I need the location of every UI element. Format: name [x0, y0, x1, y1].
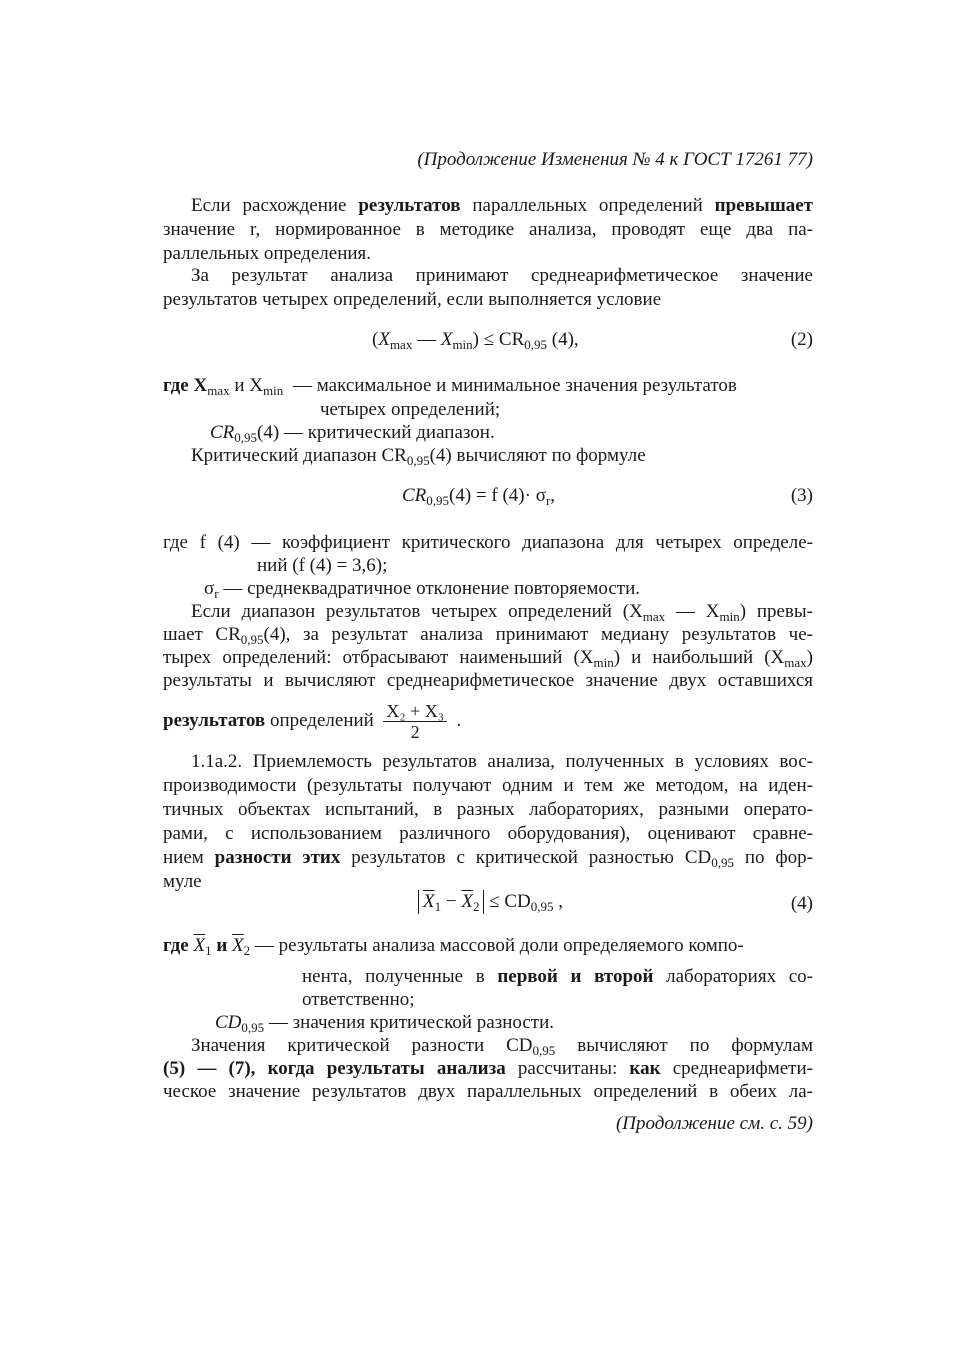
paragraph-line: (5) — (7), когда результаты анализа рассчитаны: как среднеарифмети-: [163, 1058, 813, 1079]
paragraph-line: шает $CR_{0,95}(4)$, за результат анализа принимают медиану результатов че-: [163, 624, 813, 647]
paragraph-line: результатов определений $\frac{\text{X₂ + X₃}}{2}$ .: [163, 701, 462, 743]
equation-number: (2): [790, 329, 813, 350]
paragraph-line: За результат анализа принимают среднеарифметическое значение: [191, 265, 813, 286]
paragraph-line: производимости (результаты получают одним и тем же методом, на иден-: [163, 775, 813, 796]
paragraph-line: муле: [163, 871, 202, 892]
paragraph-line: ческое значение результатов двух параллельных определений в обеих ла-: [163, 1081, 813, 1102]
definition-line: где f (4) — коэффициент критического диапазона для четырех определе-: [163, 532, 813, 553]
paragraph-line: Если расхождение результатов параллельных определений превышает: [191, 195, 814, 216]
definition-line: ответственно;: [302, 989, 415, 1010]
paragraph-line: нием разности этих результатов с критической разностью $CD_{0,95}$ по фор-: [163, 847, 814, 870]
page-header: (Продолжение Изменения № 4 к ГОСТ 17261 77): [417, 149, 813, 170]
equation-3: $CR_{0,95}(4) = f$ $(4)\cdot \sigma_r$,: [402, 485, 556, 508]
page-footer: (Продолжение см. с. 59): [615, 1113, 813, 1134]
paragraph-line: 1.1а.2. Приемлемость результатов анализа, полученных в условиях вос-: [191, 751, 813, 772]
equation-number: (4): [790, 893, 813, 914]
equation-2: ($X_{max}$ — $X_{min}) \le CR_{0,95}$ (4),: [372, 329, 579, 352]
definition-line: где $\overline{X}_1$ и $\overline{X}_2$ — результаты анализа массовой доли определяемого компо-: [163, 935, 744, 958]
paragraph-line: Значения критической разности $CD_{0,95}$ вычисляют по формулам: [191, 1035, 813, 1058]
paragraph-line: Критический диапазон $CR_{0,95}(4)$ вычисляют по формуле: [191, 445, 646, 468]
definition-line: $\sigma_r$ — среднеквадратичное отклонение повторяемости.: [204, 578, 641, 601]
paragraph-line: раллельных определения.: [163, 243, 372, 264]
fraction: $\frac{\text{X₂ + X₃}}{2}$: [383, 701, 447, 742]
definition-line: где $X_{max}$ и $X_{min}$ — максимальное и минимальное значения результатов: [163, 375, 737, 398]
definition-line: $CR_{0,95}(4)$ — критический диапазон.: [210, 422, 495, 445]
paragraph-line: результаты и вычисляют среднеарифметическое значение двух оставшихся: [163, 670, 813, 691]
paragraph-line: Если диапазон результатов четырех определений ($X_{max}$ — $X_{min}$) превы-: [191, 601, 813, 624]
paragraph-line: тичных объектах испытаний, в разных лабораториях, разными операто-: [163, 799, 813, 820]
definition-line: нента, полученные в первой и второй лабораториях со-: [302, 966, 813, 987]
definition-line: $CD_{0,95}$ — значения критической разности.: [215, 1012, 554, 1035]
paragraph-line: результатов четырех определений, если выполняется условие: [163, 289, 662, 310]
equation-4: $\overline{X}_1 - \overline{X}_2 \le CD_{0,95}$ ,: [418, 890, 563, 914]
definition-line: ний (f (4) = 3,6);: [257, 555, 388, 576]
paragraph-line: тырех определений: отбрасывают наименьший $(X_{min})$ и наибольший $(X_{max})$: [163, 647, 813, 670]
definition-line: четырех определений;: [320, 399, 501, 420]
paragraph-line: значение r, нормированное в методике анализа, проводят еще два па-: [163, 219, 813, 240]
paragraph-line: рами, с использованием различного оборудования), оценивают сравне-: [163, 823, 813, 844]
equation-number: (3): [790, 485, 813, 506]
